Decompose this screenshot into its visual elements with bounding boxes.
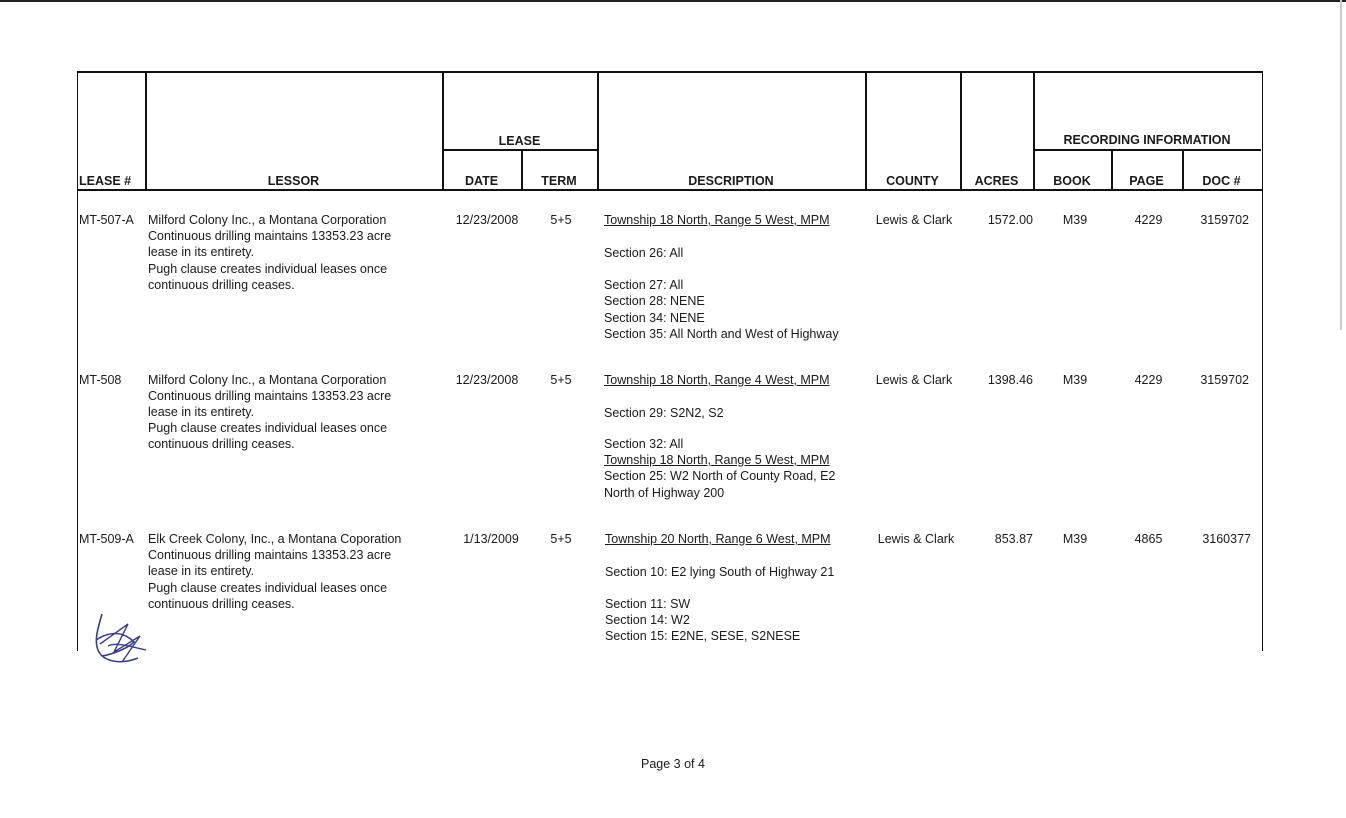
header-bottom-rule (77, 189, 1262, 191)
row-county: Lewis & Clark (875, 373, 953, 387)
row-doc-number: 3160377 (1202, 532, 1251, 546)
row-doc-number: 3159702 (1200, 373, 1249, 387)
row-desc-line: Section 14: W2 (605, 613, 690, 627)
scan-edge (1340, 0, 1342, 330)
recording-group-rule (1033, 149, 1261, 151)
row-book: M39 (1062, 373, 1088, 387)
row-lessor-line: lease in its entirety. (148, 405, 255, 419)
row-term: 5+5 (550, 532, 572, 546)
row-term: 5+5 (550, 213, 572, 227)
row-desc-line: Section 28: NENE (604, 294, 705, 308)
row-desc-township: Township 20 North, Range 6 West, MPM (605, 532, 831, 546)
row-lease-number: MT-507-A (79, 213, 134, 227)
row-lessor-line: Pugh clause creates individual leases once (148, 262, 388, 276)
top-border (0, 0, 1346, 2)
page-number: Page 3 of 4 (641, 757, 705, 771)
row-desc-line: Section 32: All (604, 437, 684, 451)
row-lessor-line: continuous drilling ceases. (148, 597, 295, 611)
row-desc-line: Section 35: All North and West of Highway (604, 327, 839, 341)
row-term: 5+5 (550, 373, 572, 387)
row-desc-line: North of Highway 200 (604, 486, 725, 500)
row-desc-line: Section 25: W2 North of County Road, E2 (604, 469, 836, 483)
header-book: BOOK (1053, 174, 1091, 188)
row-lessor-line: continuous drilling ceases. (148, 278, 295, 292)
row-lessor-line: Milford Colony Inc., a Montana Corporation (148, 213, 387, 227)
row-lessor-line: lease in its entirety. (148, 564, 255, 578)
row-lessor-line: Milford Colony Inc., a Montana Corporation (148, 373, 387, 387)
row-acres: 1572.00 (987, 213, 1033, 227)
header-lease-number: LEASE # (79, 174, 132, 188)
row-desc-line: Section 27: All (604, 278, 684, 292)
row-date: 12/23/2008 (455, 373, 519, 387)
row-lessor-line: Continuous drilling maintains 13353.23 acre (148, 389, 392, 403)
row-lessor-line: Elk Creek Colony, Inc., a Montana Coporation (148, 532, 402, 546)
header-doc-number: DOC # (1202, 174, 1241, 188)
row-lessor-line: Pugh clause creates individual leases once (148, 421, 388, 435)
row-desc-line: Section 15: E2NE, SESE, S2NESE (605, 629, 801, 643)
row-desc-line: Section 26: All (604, 246, 684, 260)
row-desc-township: Township 18 North, Range 5 West, MPM (604, 213, 830, 227)
row-acres: 1398.46 (987, 373, 1033, 387)
row-lessor-line: Continuous drilling maintains 13353.23 acre (148, 229, 392, 243)
row-lessor-line: Pugh clause creates individual leases once (148, 581, 388, 595)
row-county: Lewis & Clark (875, 213, 953, 227)
row-desc-line: Section 29: S2N2, S2 (604, 406, 724, 420)
header-acres: ACRES (974, 174, 1019, 188)
row-desc-line: Section 10: E2 lying South of Highway 21 (605, 565, 835, 579)
row-lessor-line: Continuous drilling maintains 13353.23 acre (148, 548, 392, 562)
row-page: 4229 (1134, 213, 1163, 227)
row-desc-township: Township 18 North, Range 4 West, MPM (604, 373, 830, 387)
header-lessor: LESSOR (267, 174, 320, 188)
row-book: M39 (1062, 532, 1088, 546)
header-county: COUNTY (886, 174, 939, 188)
row-page: 4865 (1134, 532, 1163, 546)
row-page: 4229 (1134, 373, 1163, 387)
row-county: Lewis & Clark (877, 532, 955, 546)
initials-signature (88, 606, 152, 673)
header-term: TERM (541, 174, 577, 188)
header-page: PAGE (1129, 174, 1164, 188)
row-lessor-line: lease in its entirety. (148, 245, 255, 259)
header-lease-group: LEASE (498, 134, 541, 148)
header-date: DATE (464, 174, 499, 188)
table-top-rule (77, 71, 1262, 73)
row-lessor-line: continuous drilling ceases. (148, 437, 295, 451)
row-acres: 853.87 (994, 532, 1033, 546)
row-doc-number: 3159702 (1200, 213, 1249, 227)
row-lease-number: MT-508 (79, 373, 122, 387)
row-date: 12/23/2008 (455, 213, 519, 227)
lease-group-rule (442, 149, 597, 151)
header-recording-group: RECORDING INFORMATION (1063, 133, 1231, 147)
row-desc-township: Township 18 North, Range 5 West, MPM (604, 453, 830, 467)
row-lease-number: MT-509-A (79, 532, 134, 546)
row-date: 1/13/2009 (463, 532, 519, 546)
row-book: M39 (1062, 213, 1088, 227)
row-desc-line: Section 11: SW (605, 597, 691, 611)
row-desc-line: Section 34: NENE (604, 311, 705, 325)
header-description: DESCRIPTION (688, 174, 774, 188)
